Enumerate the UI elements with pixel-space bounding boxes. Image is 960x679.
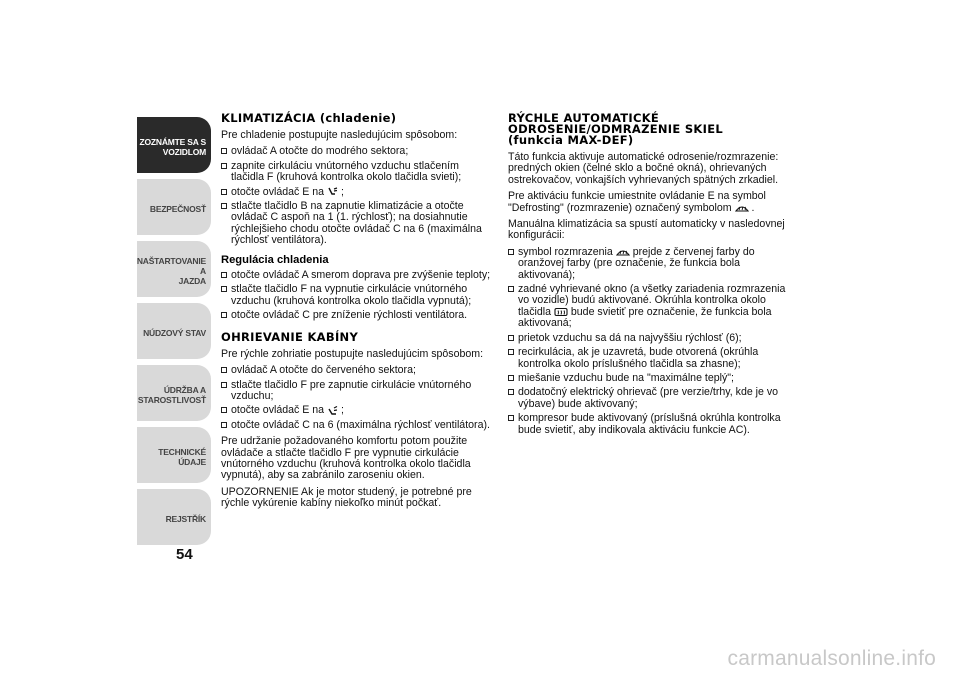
list-item: ovládač A otočte do červeného sektora; bbox=[221, 365, 493, 376]
windshield-defrost-icon bbox=[735, 203, 749, 213]
list-item: zapnite cirkuláciu vnútorného vzduchu stlačením tlačidla F (kruhová kontrolka okolo tlačidla svieti); bbox=[221, 161, 493, 184]
paragraph: Pre rýchle zohriatie postupujte nasledujúcim spôsobom: bbox=[221, 347, 484, 360]
warning-note: UPOZORNENIE Ak je motor studený, je potrebné pre rýchle vykúrenie kabíny niekoľko minút počkať. bbox=[221, 485, 472, 510]
tab-rejstrik[interactable]: REJSTŘÍK bbox=[137, 489, 211, 545]
foot-vent-icon bbox=[327, 406, 338, 416]
windshield-defrost-icon bbox=[616, 247, 630, 257]
list-item: stlačte tlačidlo F pre zapnutie cirkulácie vnútorného vzduchu; bbox=[221, 380, 493, 403]
section-heading-ohrievanie-kabiny: OHRIEVANIE KABÍNY bbox=[221, 329, 359, 344]
paragraph: Pre udržanie požadovaného komfortu potom použite ovládače a stlačte tlačidlo F pre vypnutie cirkulácie vnútorného vzduchu (kruhová kontrolka okolo tlačidla vypnutá), aby sa zabránilo zaroseniu okien. bbox=[221, 435, 471, 482]
list-item: dodatočný elektrický ohrievač (pre verzie/trhy, kde je vo výbave) bude aktivovaný; bbox=[508, 387, 788, 410]
paragraph: Pre chladenie postupujte nasledujúcim spôsobom: bbox=[221, 129, 458, 141]
section-heading-klimatizacia: KLIMATIZÁCIA (chladenie) bbox=[221, 111, 397, 125]
list-item: miešanie vzduchu bude na "maximálne teplý"; bbox=[508, 373, 788, 384]
section-heading-max-def: RÝCHLE AUTOMATICKÉ ODROSENIE/ODMRAZENIE SKIEL (funkcia MAX-DEF) bbox=[508, 111, 723, 147]
list-item: otočte ovládač A smerom doprava pre zvýšenie teploty; bbox=[221, 270, 493, 281]
list-item: stlačte tlačidlo F na vypnutie cirkulácie vnútorného vzduchu (kruhová kontrolka okolo tlačidla vypnutá); bbox=[221, 284, 493, 307]
list-item: symbol rozmrazenia prejde z červenej farby do oranžovej farby (pre označenie, že funkcia bola aktivovaná); bbox=[508, 247, 788, 281]
watermark: carmanualsonline.info bbox=[727, 647, 936, 670]
paragraph: Táto funkcia aktivuje automatické odrosenie/rozmrazenie: predných okien (čelné sklo a bočné okná), ohrievaných ostrekovačov, vonkajších vyhrievaných spätných zrkadiel. bbox=[508, 151, 779, 186]
rear-window-defrost-icon bbox=[554, 307, 568, 317]
tab-bezpecnost[interactable]: BEZPEČNOSŤ bbox=[137, 179, 211, 235]
list-item: otočte ovládač E na ; bbox=[221, 405, 493, 416]
tab-nudzovy-stav[interactable]: NÚDZOVÝ STAV bbox=[137, 303, 211, 359]
paragraph: Pre aktiváciu funkcie umiestnite ovládanie E na symbol "Defrosting" (rozmrazenie) označený symbolom . bbox=[508, 190, 766, 214]
tab-zoznamte-sa-s-vozidlom[interactable]: ZOZNÁMTE SA S VOZIDLOM bbox=[137, 117, 211, 173]
list-item: ovládač A otočte do modrého sektora; bbox=[221, 146, 493, 157]
list-item: recirkulácia, ak je uzavretá, bude otvorená (okrúhla kontrolka okolo príslušného tlačidla sa zhasne); bbox=[508, 347, 788, 370]
list-item: otočte ovládač C pre zníženie rýchlosti ventilátora. bbox=[221, 310, 493, 321]
tab-udrzba-a-starostlivost[interactable]: ÚDRŽBA A STAROSTLIVOSŤ bbox=[137, 365, 211, 421]
list-item: stlačte tlačidlo B na zapnutie klimatizácie a otočte ovládač C aspoň na 1 (1. rýchlosť); na dosiahnutie rýchlejšieho chodu otočte ovládač C na 6 (maximálna rýchlosť ventilátora). bbox=[221, 201, 493, 247]
foot-vent-icon bbox=[327, 187, 338, 197]
right-column bbox=[508, 113, 788, 439]
paragraph: Manuálna klimatizácia sa spustí automaticky v nasledovnej konfigurácii: bbox=[508, 218, 785, 242]
list-item: otočte ovládač E na ; bbox=[221, 187, 493, 198]
page-number: 54 bbox=[176, 546, 193, 563]
subheading-regulacia-chladenia: Regulácia chladenia bbox=[221, 253, 329, 266]
tab-technicke-udaje[interactable]: TECHNICKÉ ÚDAJE bbox=[137, 427, 211, 483]
tab-nastartovanie-a-jazda[interactable]: NAŠTARTOVANIE A JAZDA bbox=[137, 241, 211, 297]
list-item: zadné vyhrievané okno (a všetky zariadenia rozmrazenia vo vozidle) budú aktivované. Okrúhla kontrolka okolo tlačidla bude svietiť pre označenie, že funkcia bola aktivovaná; bbox=[508, 284, 788, 330]
list-item: prietok vzduchu sa dá na najvyššiu rýchlosť (6); bbox=[508, 333, 788, 344]
left-column bbox=[221, 113, 493, 515]
list-item: kompresor bude aktivovaný (príslušná okrúhla kontrolka bude svietiť, aby indikovala aktiváciu funkcie AC). bbox=[508, 413, 788, 436]
list-item: otočte ovládač C na 6 (maximálna rýchlosť ventilátora). bbox=[221, 420, 493, 431]
